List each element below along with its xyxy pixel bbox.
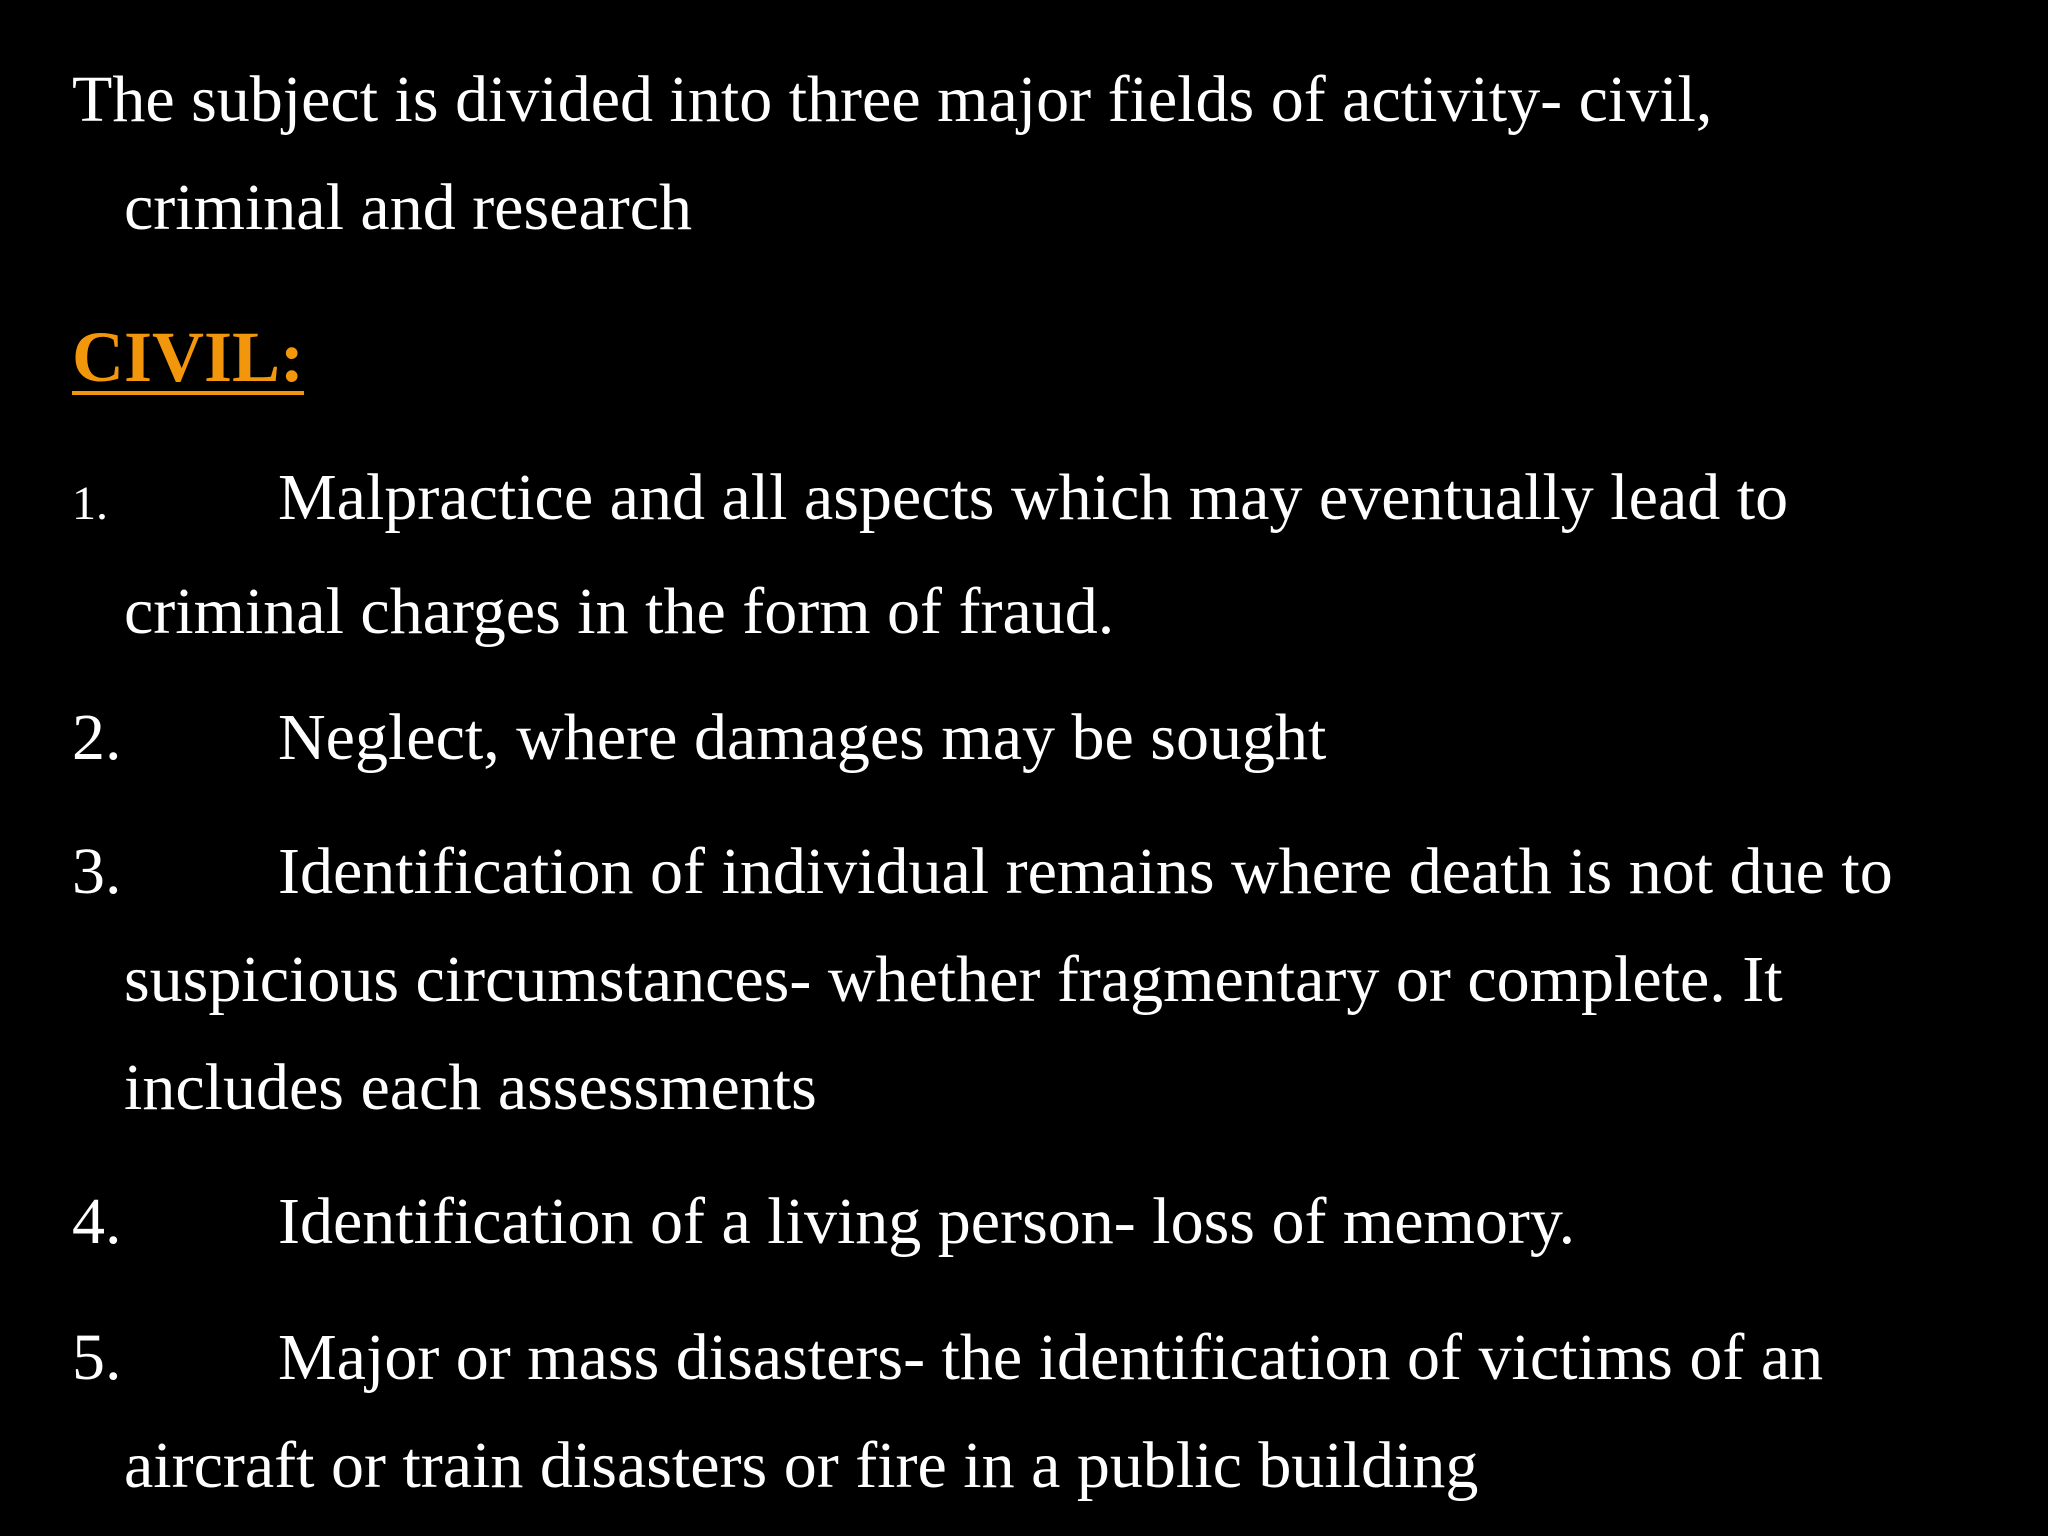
list-item-text: Identification of a living person- loss of memory. [278,1185,1576,1258]
intro-paragraph [72,46,1992,262]
list-item-continuation: aircraft or train disasters or fire in a public building [124,1429,1479,1502]
intro-line-1: The subject is divided into three major fields of activity- civil, [72,63,1713,136]
intro-line-2: criminal and research [124,171,693,244]
list-item-continuation: criminal charges in the form of fraud. [124,575,1115,648]
list-item [72,444,1992,666]
list-item [72,1168,1992,1276]
list-item-text: Identification of individual remains where death is not due to [278,835,1893,908]
list-item-number: 1. [72,477,108,530]
list-item-text: Neglect, where damages may be sought [278,701,1327,774]
list-item [72,684,1992,792]
list-item-number: 5. [72,1321,122,1394]
list-item-continuation: includes each assessments [124,1051,817,1124]
section-heading-civil: CIVIL: [72,317,305,397]
list-item-number: 2. [72,701,122,774]
list-item [72,818,1992,1142]
list-item-number: 3. [72,835,122,908]
list-item-continuation: suspicious circumstances- whether fragmentary or complete. It [124,943,1783,1016]
list-item [72,1304,1992,1520]
list-item-text: Malpractice and all aspects which may eventually lead to [278,461,1789,534]
list-item-text: Major or mass disasters- the identification of victims of an [278,1321,1824,1394]
list-item-number: 4. [72,1185,122,1258]
